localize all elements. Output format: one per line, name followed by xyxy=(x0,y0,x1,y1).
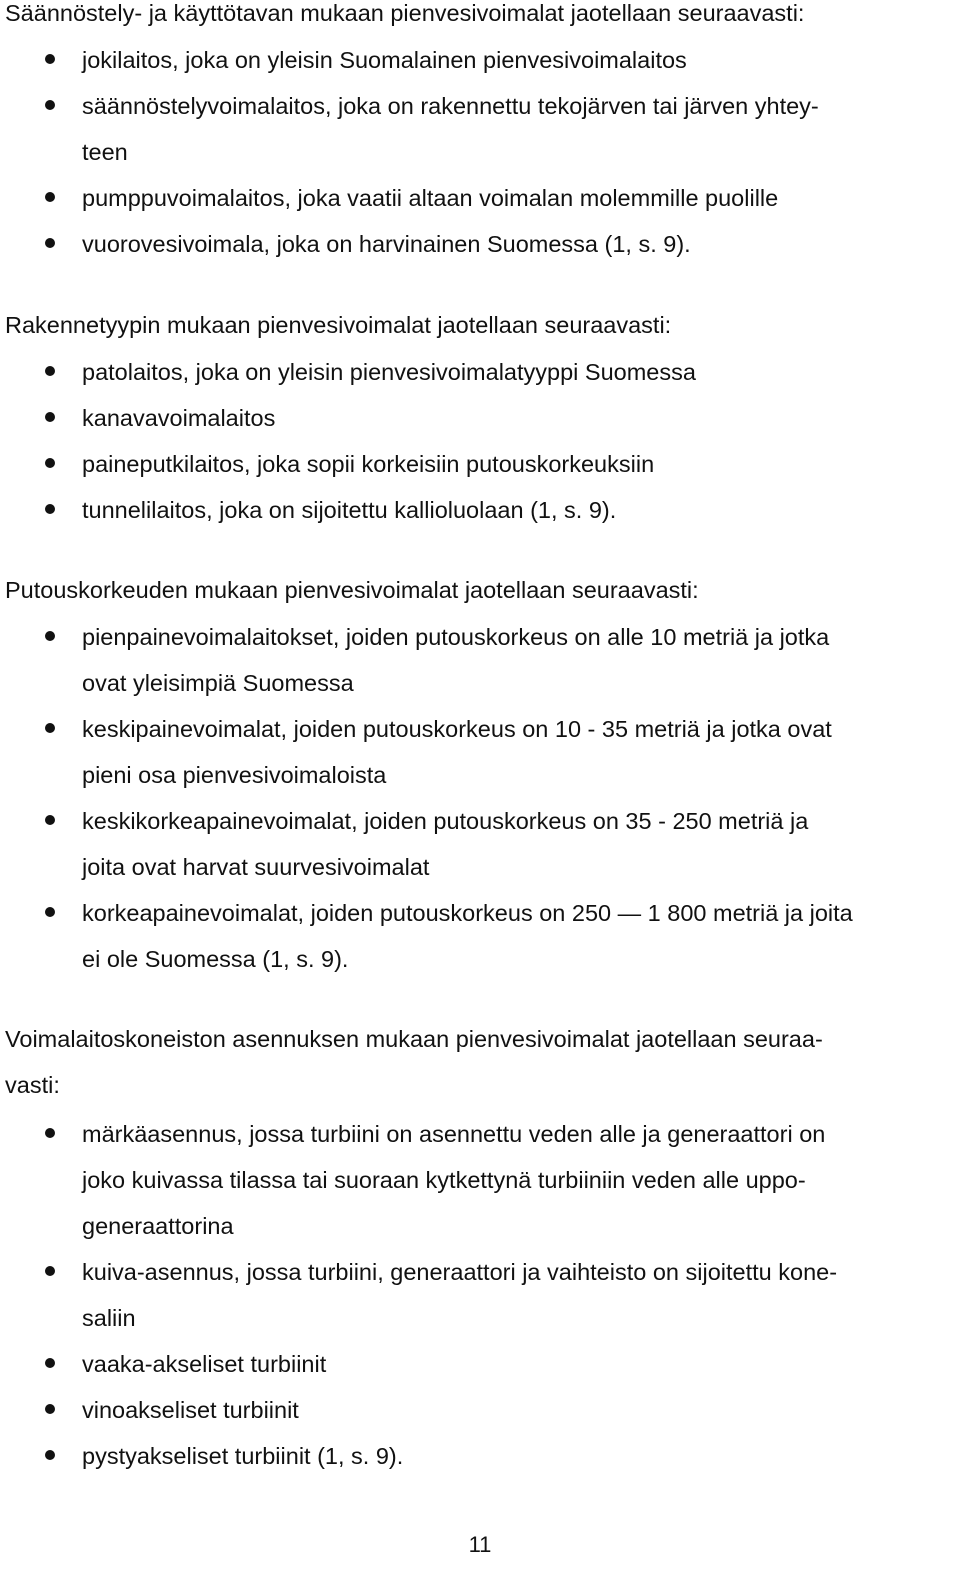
text-line: korkeapainevoimalat, joiden putouskorkeus on 250 — 1 800 metriä ja joita xyxy=(82,900,853,926)
bullet-icon xyxy=(45,723,55,733)
text-line: patolaitos, joka on yleisin pienvesivoimalatyyppi Suomessa xyxy=(82,359,696,385)
bullet-icon xyxy=(45,815,55,825)
bullet-icon xyxy=(45,504,55,514)
text-line: kanavavoimalaitos xyxy=(82,405,276,431)
list-item xyxy=(5,890,853,982)
text-line: keskipainevoimalat, joiden putouskorkeus on 10 - 35 metriä ja jotka ovat xyxy=(82,716,832,742)
bullet-icon xyxy=(45,631,55,641)
text-line: teen xyxy=(82,139,128,165)
bullet-icon xyxy=(45,907,55,917)
text-line: pienpainevoimalaitokset, joiden putouskorkeus on alle 10 metriä ja jotka xyxy=(82,624,830,650)
section-intro xyxy=(5,1016,823,1108)
list-item xyxy=(5,349,696,395)
list-item xyxy=(5,395,696,441)
text-line: Voimalaitoskoneiston asennuksen mukaan pienvesivoimalat jaotellaan seuraa- xyxy=(5,1026,823,1052)
list-item xyxy=(5,37,819,83)
bullet-icon xyxy=(45,1358,55,1368)
list-item xyxy=(5,706,853,798)
bullet-list xyxy=(5,1111,837,1479)
bullet-icon xyxy=(45,100,55,110)
bullet-list xyxy=(5,614,853,982)
list-item xyxy=(5,798,853,890)
section-intro xyxy=(5,302,671,348)
text-line: vuorovesivoimala, joka on harvinainen Suomessa (1, s. 9). xyxy=(82,231,691,257)
text-line: säännöstelyvoimalaitos, joka on rakennettu tekojärven tai järven yhtey- xyxy=(82,93,819,119)
text-line: Putouskorkeuden mukaan pienvesivoimalat jaotellaan seuraavasti: xyxy=(5,577,699,603)
text-line: Säännöstely- ja käyttötavan mukaan pienvesivoimalat jaotellaan seuraavasti: xyxy=(5,0,805,26)
text-line: saliin xyxy=(82,1305,136,1331)
text-line: vasti: xyxy=(5,1072,60,1098)
bullet-icon xyxy=(45,1450,55,1460)
bullet-icon xyxy=(45,412,55,422)
text-line: keskikorkeapainevoimalat, joiden putouskorkeus on 35 - 250 metriä ja xyxy=(82,808,809,834)
text-line: ovat yleisimpiä Suomessa xyxy=(82,670,354,696)
list-item xyxy=(5,1387,837,1433)
text-line: vinoakseliset turbiinit xyxy=(82,1397,299,1423)
text-line: märkäasennus, jossa turbiini on asennettu veden alle ja generaattori on xyxy=(82,1121,826,1147)
list-item xyxy=(5,614,853,706)
list-item xyxy=(5,1433,837,1479)
bullet-list xyxy=(5,37,819,267)
bullet-icon xyxy=(45,366,55,376)
page-number: 11 xyxy=(468,1532,492,1557)
bullet-icon xyxy=(45,192,55,202)
list-item xyxy=(5,221,819,267)
list-item xyxy=(5,487,696,533)
bullet-icon xyxy=(45,238,55,248)
list-item xyxy=(5,83,819,175)
text-line: pumppuvoimalaitos, joka vaatii altaan voimalan molemmille puolille xyxy=(82,185,779,211)
bullet-icon xyxy=(45,1266,55,1276)
bullet-icon xyxy=(45,458,55,468)
text-line: generaattorina xyxy=(82,1213,234,1239)
list-item xyxy=(5,441,696,487)
text-line: ei ole Suomessa (1, s. 9). xyxy=(82,946,349,972)
text-line: kuiva-asennus, jossa turbiini, generaattori ja vaihteisto on sijoitettu kone- xyxy=(82,1259,838,1285)
text-line: pieni osa pienvesivoimaloista xyxy=(82,762,387,788)
list-item xyxy=(5,1341,837,1387)
text-line: jokilaitos, joka on yleisin Suomalainen pienvesivoimalaitos xyxy=(82,47,687,73)
list-item xyxy=(5,175,819,221)
text-line: paineputkilaitos, joka sopii korkeisiin putouskorkeuksiin xyxy=(82,451,655,477)
section-intro xyxy=(5,0,804,36)
text-line: pystyakseliset turbiinit (1, s. 9). xyxy=(82,1443,404,1469)
text-line: vaaka-akseliset turbiinit xyxy=(82,1351,327,1377)
list-item xyxy=(5,1249,837,1341)
text-line: joita ovat harvat suurvesivoimalat xyxy=(82,854,430,880)
section-intro xyxy=(5,567,699,613)
bullet-icon xyxy=(45,1128,55,1138)
text-line: Rakennetyypin mukaan pienvesivoimalat jaotellaan seuraavasti: xyxy=(5,312,672,338)
text-line: tunnelilaitos, joka on sijoitettu kallioluolaan (1, s. 9). xyxy=(82,497,617,523)
bullet-icon xyxy=(45,1404,55,1414)
text-line: joko kuivassa tilassa tai suoraan kytkettynä turbiiniin veden alle uppo- xyxy=(82,1167,806,1193)
list-item xyxy=(5,1111,837,1249)
bullet-icon xyxy=(45,54,55,64)
bullet-list xyxy=(5,349,696,533)
